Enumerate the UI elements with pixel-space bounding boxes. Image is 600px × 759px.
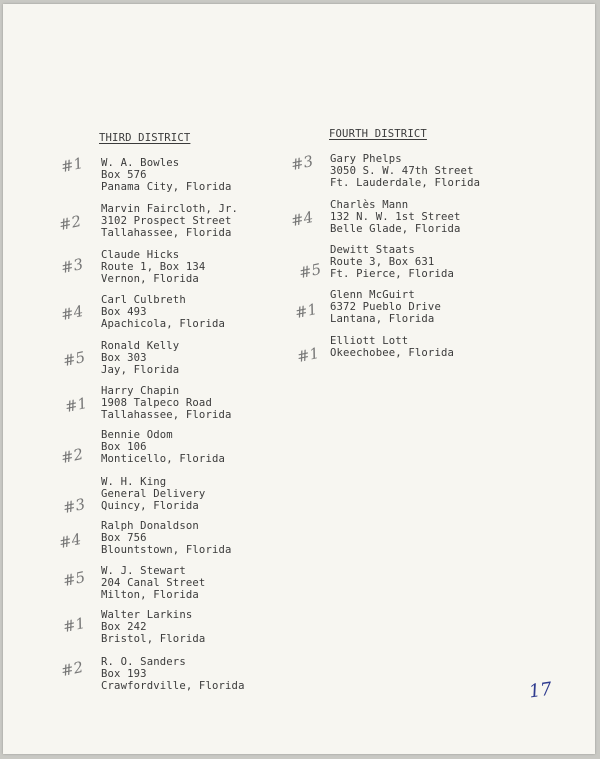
entry-city: Bristol, Florida (101, 633, 206, 645)
list-item (330, 199, 461, 235)
entry-city: Monticello, Florida (101, 453, 226, 465)
entry-city: Okeechobee, Florida (330, 347, 455, 359)
handwritten-mark: #1 (61, 613, 87, 637)
handwritten-mark: #1 (293, 299, 319, 323)
entry-city: Ft. Pierce, Florida (330, 268, 455, 280)
entry-address: 3050 S. W. 47th Street (330, 165, 474, 177)
handwritten-mark: #4 (59, 301, 85, 325)
entry-name: R. O. Sanders (101, 656, 186, 668)
fourth-district-heading: FOURTH DISTRICT (329, 128, 427, 140)
entry-name: W. J. Stewart (101, 565, 186, 577)
entry-name: Ronald Kelly (101, 340, 180, 352)
handwritten-mark: #5 (61, 347, 87, 371)
list-item (101, 249, 205, 285)
handwritten-mark: #1 (63, 393, 89, 417)
entry-name: Carl Culbreth (101, 294, 186, 306)
entry-address: Box 756 (101, 532, 147, 544)
list-item (101, 656, 245, 692)
entry-address: Route 1, Box 134 (101, 261, 206, 273)
entry-city: Quincy, Florida (101, 500, 199, 512)
list-item (101, 609, 205, 645)
entry-address: 1908 Talpeco Road (101, 397, 212, 409)
document-page (3, 4, 595, 754)
entry-city: Belle Glade, Florida (330, 223, 461, 235)
entry-address: Box 193 (101, 668, 147, 680)
entry-city: Jay, Florida (101, 364, 180, 376)
page-number-mark: 17 (527, 678, 554, 703)
entry-address: 204 Canal Street (101, 577, 206, 589)
entry-name: Glenn McGuirt (330, 289, 415, 301)
list-item (330, 153, 480, 189)
entry-name: Charlès Mann (330, 199, 409, 211)
entry-name: Dewitt Staats (330, 244, 415, 256)
handwritten-mark: #4 (57, 529, 83, 553)
entry-address: Route 3, Box 631 (330, 256, 435, 268)
handwritten-mark: #1 (59, 153, 85, 177)
entry-name: Claude Hicks (101, 249, 180, 261)
entry-name: W. A. Bowles (101, 157, 180, 169)
third-district-heading: THIRD DISTRICT (99, 132, 191, 144)
handwritten-mark: #1 (295, 343, 321, 367)
list-item (330, 335, 454, 359)
list-item (330, 289, 441, 325)
list-item (101, 157, 232, 193)
handwritten-mark: #2 (59, 657, 85, 681)
entry-city: Ft. Lauderdale, Florida (330, 177, 481, 189)
entry-city: Milton, Florida (101, 589, 199, 601)
handwritten-mark: #3 (289, 151, 315, 175)
list-item (101, 476, 205, 512)
handwritten-mark: #3 (59, 254, 85, 278)
entry-name: Ralph Donaldson (101, 520, 199, 532)
entry-address: Box 303 (101, 352, 147, 364)
entry-name: Gary Phelps (330, 153, 402, 165)
list-item (101, 203, 238, 239)
entry-address: Box 106 (101, 441, 147, 453)
handwritten-mark: #5 (297, 259, 323, 283)
list-item (101, 429, 225, 465)
entry-city: Tallahassee, Florida (101, 409, 232, 421)
entry-city: Vernon, Florida (101, 273, 199, 285)
handwritten-mark: #4 (289, 207, 315, 231)
entry-name: Elliott Lott (330, 335, 409, 347)
entry-address: 6372 Pueblo Drive (330, 301, 441, 313)
entry-address: General Delivery (101, 488, 206, 500)
handwritten-mark: #5 (61, 567, 87, 591)
entry-name: Marvin Faircloth, Jr. (101, 203, 239, 215)
entry-name: Walter Larkins (101, 609, 193, 621)
list-item (101, 520, 232, 556)
handwritten-mark: #2 (57, 211, 83, 235)
list-item (101, 565, 205, 601)
entry-name: Bennie Odom (101, 429, 173, 441)
entry-city: Lantana, Florida (330, 313, 435, 325)
entry-name: Harry Chapin (101, 385, 180, 397)
list-item (101, 385, 232, 421)
list-item (330, 244, 454, 280)
entry-city: Tallahassee, Florida (101, 227, 232, 239)
entry-address: 3102 Prospect Street (101, 215, 232, 227)
entry-city: Blountstown, Florida (101, 544, 232, 556)
entry-city: Panama City, Florida (101, 181, 232, 193)
entry-name: W. H. King (101, 476, 167, 488)
handwritten-mark: #2 (59, 444, 85, 468)
handwritten-mark: #3 (61, 494, 87, 518)
entry-city: Apachicola, Florida (101, 318, 226, 330)
entry-address: Box 576 (101, 169, 147, 181)
entry-city: Crawfordville, Florida (101, 680, 245, 692)
list-item (101, 340, 179, 376)
entry-address: Box 493 (101, 306, 147, 318)
entry-address: 132 N. W. 1st Street (330, 211, 461, 223)
list-item (101, 294, 225, 330)
entry-address: Box 242 (101, 621, 147, 633)
